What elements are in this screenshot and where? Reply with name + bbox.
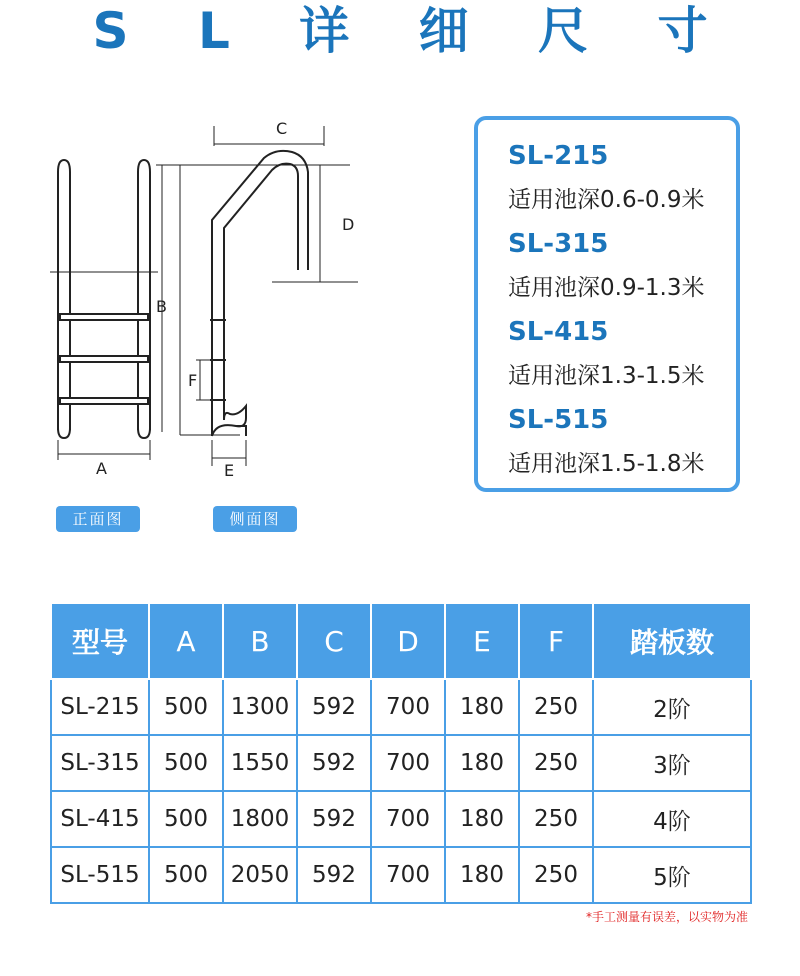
spec-depth: 适用池深0.9-1.3米 (508, 275, 705, 301)
cell-d: 700 (371, 735, 445, 791)
cell-e: 180 (445, 847, 519, 903)
cell-steps: 2阶 (593, 679, 751, 735)
cell-a: 500 (149, 679, 223, 735)
cell-model: SL-515 (51, 847, 149, 903)
cell-e: 180 (445, 791, 519, 847)
cell-b: 1300 (223, 679, 297, 735)
cell-e: 180 (445, 735, 519, 791)
front-view-drawing (50, 160, 200, 460)
table-row (51, 847, 751, 903)
table-row (51, 791, 751, 847)
table-row (51, 735, 751, 791)
cell-model: SL-315 (51, 735, 149, 791)
spec-model: SL-315 (508, 229, 609, 259)
side-view-drawing (175, 126, 358, 466)
header-steps: 踏板数 (593, 603, 751, 679)
cell-a: 500 (149, 791, 223, 847)
header-d: D (371, 603, 445, 679)
cell-a: 500 (149, 735, 223, 791)
page-title: S L 详 细 尺 寸 (92, 2, 734, 60)
cell-steps: 3阶 (593, 735, 751, 791)
cell-d: 700 (371, 679, 445, 735)
spec-model: SL-215 (508, 141, 609, 171)
header-model: 型号 (51, 603, 149, 679)
cell-c: 592 (297, 847, 371, 903)
cell-d: 700 (371, 791, 445, 847)
cell-model: SL-215 (51, 679, 149, 735)
spec-depth: 适用池深1.5-1.8米 (508, 451, 705, 477)
spec-depth: 适用池深0.6-0.9米 (508, 187, 705, 213)
dim-label-d: D (342, 215, 355, 234)
spec-depth: 适用池深1.3-1.5米 (508, 363, 705, 389)
cell-b: 1800 (223, 791, 297, 847)
cell-f: 250 (519, 791, 593, 847)
dimensions-table (50, 602, 752, 904)
header-b: B (223, 603, 297, 679)
header-f: F (519, 603, 593, 679)
header-a: A (149, 603, 223, 679)
dim-label-f: F (188, 371, 198, 390)
front-view-label: 正面图 (56, 506, 140, 532)
spec-model: SL-515 (508, 405, 609, 435)
cell-d: 700 (371, 847, 445, 903)
cell-f: 250 (519, 679, 593, 735)
dim-label-a: A (96, 459, 107, 478)
cell-f: 250 (519, 735, 593, 791)
cell-steps: 5阶 (593, 847, 751, 903)
cell-steps: 4阶 (593, 791, 751, 847)
side-view-label: 侧面图 (213, 506, 297, 532)
cell-b: 1550 (223, 735, 297, 791)
cell-b: 2050 (223, 847, 297, 903)
cell-f: 250 (519, 847, 593, 903)
measurement-note: *手工测量有误差，以实物为准 (585, 910, 748, 924)
header-c: C (297, 603, 371, 679)
table-header-row (51, 603, 751, 679)
ladder-diagram (40, 110, 380, 480)
header-e: E (445, 603, 519, 679)
spec-model: SL-415 (508, 317, 609, 347)
table-row (51, 679, 751, 735)
cell-e: 180 (445, 679, 519, 735)
cell-c: 592 (297, 735, 371, 791)
dim-label-e: E (224, 461, 235, 480)
cell-c: 592 (297, 791, 371, 847)
cell-c: 592 (297, 679, 371, 735)
cell-a: 500 (149, 847, 223, 903)
spec-box (474, 116, 740, 492)
dim-label-c: C (276, 119, 288, 138)
cell-model: SL-415 (51, 791, 149, 847)
dim-label-b: B (156, 297, 167, 316)
